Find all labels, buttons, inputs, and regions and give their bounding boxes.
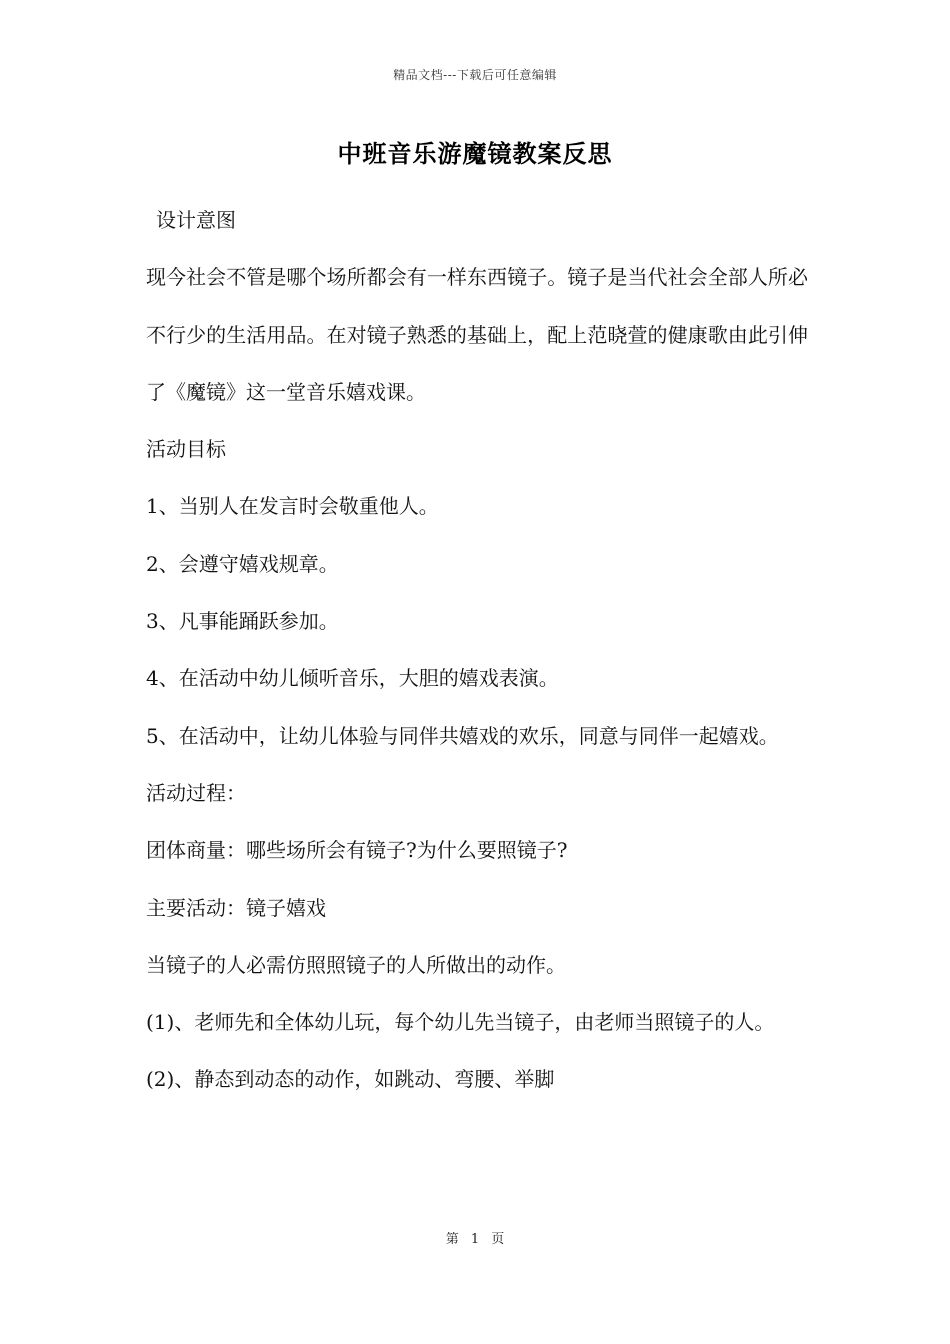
goal-item-2: 2、会遵守嬉戏规章。 — [146, 551, 339, 576]
goal-item-4: 4、在活动中幼儿倾听音乐，大胆的嬉戏表演。 — [146, 666, 559, 691]
process-discussion: 团体商量：哪些场所会有镜子?为什么要照镜子? — [146, 838, 568, 863]
section-heading-design-intent: 设计意图 — [156, 208, 236, 232]
document-title: 中班音乐游魔镜教案反思 — [337, 139, 613, 168]
process-rule: 当镜子的人必需仿照照镜子的人所做出的动作。 — [146, 952, 566, 977]
header-note: 精品文档---下载后可任意编辑 — [393, 68, 557, 82]
document-body — [146, 192, 808, 1109]
process-main-activity: 主要活动：镜子嬉戏 — [146, 895, 326, 920]
page-footer-prefix: 第 — [445, 1232, 459, 1247]
process-step-1: (1)、老师先和全体幼儿玩，每个幼儿先当镜子，由老师当照镜子的人。 — [146, 1010, 775, 1035]
page-footer — [0, 1228, 950, 1247]
page-footer-suffix: 页 — [491, 1232, 505, 1247]
paragraph-intro: 现今社会不管是哪个场所都会有一样东西镜子。镜子是当代社会全部人所必不行少的生活用品。在对镜子熟悉的基础上，配上范晓萱的健康歌由此引伸了《魔镜》这一堂音乐嬉戏课。 — [146, 265, 808, 404]
page-number: 1 — [470, 1232, 480, 1247]
section-heading-goals: 活动目标 — [146, 437, 226, 462]
goal-item-3: 3、凡事能踊跃参加。 — [146, 609, 339, 634]
goal-item-5: 5、在活动中，让幼儿体验与同伴共嬉戏的欢乐，同意与同伴一起嬉戏。 — [146, 723, 779, 748]
process-step-2: (2)、静态到动态的动作，如跳动、弯腰、举脚 — [146, 1067, 555, 1092]
goal-item-1: 1、当别人在发言时会敬重他人。 — [146, 494, 439, 519]
section-heading-process: 活动过程： — [146, 780, 246, 805]
